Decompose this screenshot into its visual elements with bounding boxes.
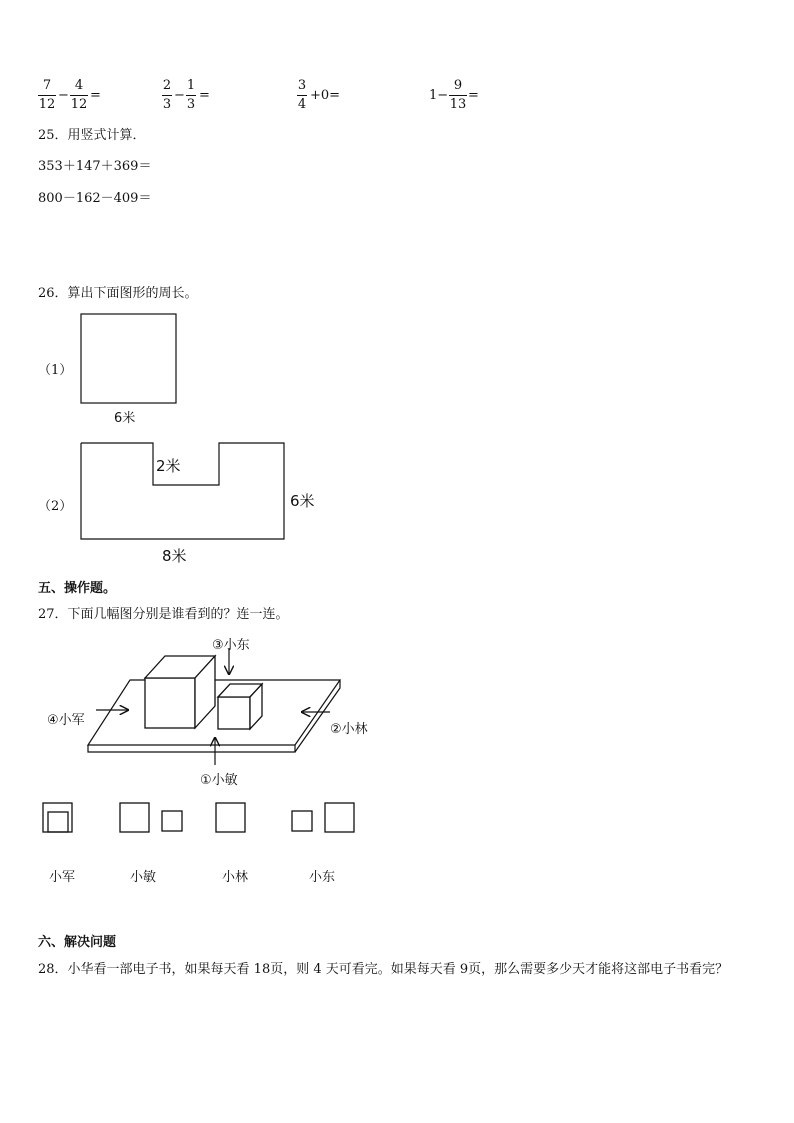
numerator: 1 xyxy=(186,78,196,93)
section5-title: 五、操作题。 xyxy=(38,581,117,596)
q25-title: 25．用竖式计算． xyxy=(38,128,146,143)
denominator: 3 xyxy=(162,97,172,112)
section6-title: 六、解决问题 xyxy=(38,935,117,950)
numerator: 7 xyxy=(42,78,52,93)
plus-zero-equals: +0= xyxy=(310,88,341,103)
name-xiaodong[interactable]: 小东 xyxy=(309,870,336,885)
fig2-width-dim: 8米 xyxy=(162,547,187,565)
denominator: 12 xyxy=(70,97,88,112)
name-xiaomin[interactable]: 小敏 xyxy=(130,870,157,885)
view-a[interactable] xyxy=(43,803,72,832)
viewer-xiaomin: ①小敏 xyxy=(200,773,238,788)
viewer-xiaodong: ③小东 xyxy=(212,638,250,653)
numerator: 3 xyxy=(297,78,307,93)
fig2-label: （2） xyxy=(38,499,73,514)
fig2-notch-dim: 2米 xyxy=(156,457,181,475)
fig2-height-dim: 6米 xyxy=(290,492,315,510)
denominator: 13 xyxy=(449,97,467,112)
viewer-xiaolin: ②小林 xyxy=(330,722,368,737)
denominator: 4 xyxy=(297,97,307,112)
numerator: 4 xyxy=(74,78,84,93)
view-b[interactable] xyxy=(120,803,182,832)
denominator: 3 xyxy=(186,97,196,112)
equals-sign: = xyxy=(199,88,210,103)
view-d[interactable] xyxy=(292,803,354,832)
name-xiaojun[interactable]: 小军 xyxy=(49,870,76,885)
q27-title: 27．下面几幅图分别是谁看到的？连一连。 xyxy=(38,607,289,622)
equals-sign: = xyxy=(468,88,479,103)
minus-sign: − xyxy=(174,88,185,103)
q25-line2: 800－162－409＝ xyxy=(38,191,152,206)
q25-line1: 353＋147＋369＝ xyxy=(38,159,152,174)
fig1-label: （1） xyxy=(38,363,73,378)
viewer-xiaojun: ④小军 xyxy=(47,713,85,728)
one-minus: 1− xyxy=(429,88,449,103)
view-c[interactable] xyxy=(216,803,245,832)
fig1-dim: 6米 xyxy=(114,411,136,426)
numerator: 2 xyxy=(162,78,172,93)
q26-title: 26．算出下面图形的周长。 xyxy=(38,286,198,301)
name-xiaolin[interactable]: 小林 xyxy=(222,870,249,885)
denominator: 12 xyxy=(38,97,56,112)
q28-text: 28．小华看一部电子书，如果每天看 18页，则 4 天可看完。如果每天看 9页，那么需要多少天才能将这部电子书看完？ xyxy=(38,962,729,977)
equals-sign: = xyxy=(90,88,101,103)
minus-sign: − xyxy=(58,88,69,103)
numerator: 9 xyxy=(453,78,463,93)
